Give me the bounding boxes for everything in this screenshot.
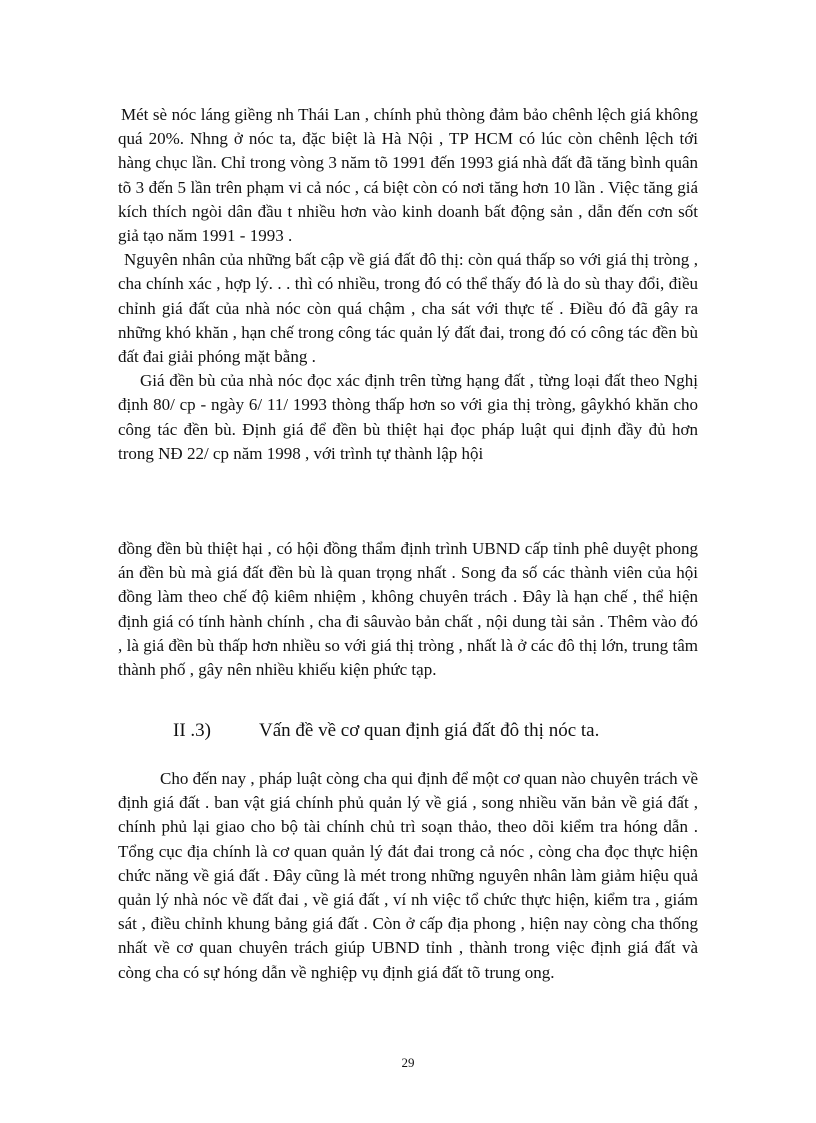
section-heading: [173, 718, 713, 744]
paragraph-council-continued: đồng đền bù thiệt hại , có hội đồng thẩm định trình UBND cấp tỉnh phê duyệt phong án đền bù mà giá đất đền bù là quan trọng nhất . Song đa số các thành viên của hội đồng làm theo chế độ kiêm nhiệm , không chuyên trách . Đây là hạn chế , thể hiện định giá có tính hành chính , cha đi sâuvào bản chất , nội dung tài sản . Thêm vào đó , là giá đền bù thấp hơn nhiều so với giá thị tròng , nhất là ở các đô thị lớn, trung tâm thành phố , gây nên nhiều khiếu kiện phức tạp.: [118, 539, 698, 680]
text-block-section: [118, 767, 698, 985]
section-title: Vấn đề về cơ quan định giá đất đô thị nóc ta.: [259, 720, 600, 741]
paragraph-price-gap: Mét sè nóc láng giềng nh Thái Lan , chính phủ thòng đảm bảo chênh lệch giá không quá 20%. Nhng ở nóc ta, đặc biệt là Hà Nội , TP HCM có lúc còn chênh lệch tới hàng chục lần. Chỉ trong vòng 3 năm tõ 1991 đến 1993 giá nhà đất đã tăng bình quân tõ 3 đến 5 lần trên phạm vi cả nóc , cá biệt còn có nơi tăng hơn 10 lần . Việc tăng giá kích thích ngòi dân đầu t nhiều hơn vào kinh doanh bất động sản , dẫn đến cơn sốt giả tạo năm 1991 - 1993 .: [118, 105, 698, 246]
paragraph-compensation-price: Giá đền bù của nhà nóc đọc xác định trên từng hạng đất , từng loại đất theo Nghị định 80/ cp - ngày 6/ 11/ 1993 thòng thấp hơn so với gia thị tròng, gâykhó khăn cho công tác đền bù. Định giá để đền bù thiệt hại đọc pháp luật qui định đầy đủ hơn trong NĐ 22/ cp năm 1998 , với trình tự thành lập hội: [118, 371, 698, 463]
paragraph-pricing-agency: Cho đến nay , pháp luật còng cha qui định để một cơ quan nào chuyên trách về định giá đất . ban vật giá chính phủ quản lý về giá , song nhiều văn bản về giá đất , chính phủ lại giao cho bộ tài chính chủ trì soạn thảo, theo dõi kiểm tra hóng dẫn . Tổng cục địa chính là cơ quan quản lý đát đai trong cả nóc , còng cha đọc thực hiện chức năng về giá đất . Đây cũng là mét trong những nguyên nhân làm giảm hiệu quả quản lý nhà nóc về đất đai , về giá đất , ví nh việc tổ chức thực hiện, kiểm tra , giám sát , điều chỉnh khung bảng giá đất . Còn ở cấp địa phong , hiện nay còng cha thống nhất về cơ quan chuyên trách giúp UBND tỉnh , thành trong việc định giá đất và còng cha có sự hóng dẫn về nghiệp vụ định giá đất tõ trung ong.: [118, 769, 698, 982]
text-block-continued: [118, 537, 698, 682]
text-block-top: [118, 103, 698, 466]
paragraph-causes: Nguyên nhân của những bất cập về giá đất đô thị: còn quá thấp so với giá thị tròng , cha chính xác , hợp lý. . . thì có nhiều, trong đó có thể thấy đó là do sù thay đổi, điều chỉnh giá đất của nhà nóc còn quá chậm , cha sát với thực tế . Điều đó đã gây ra những khó khăn , hạn chế trong công tác quản lý đất đai, trong đó có công tác đền bù đất đai giải phóng mặt bằng .: [118, 250, 698, 367]
page-number: 29: [401, 1055, 415, 1070]
section-number: II .3): [173, 720, 211, 741]
